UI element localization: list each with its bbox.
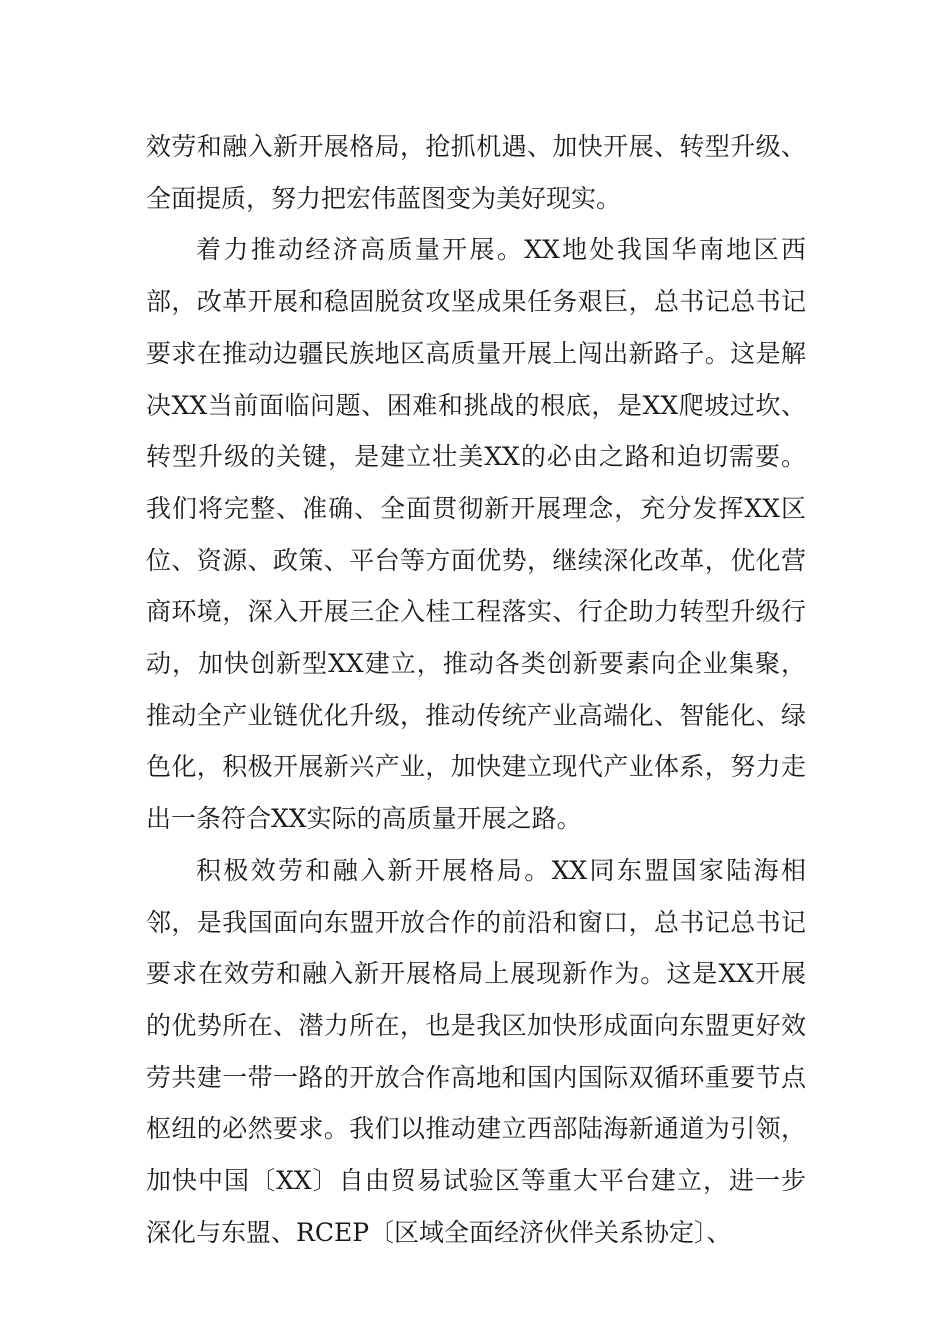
- document-body: [146, 121, 806, 1258]
- paragraph-continuation: 效劳和融入新开展格局，抢抓机遇、加快开展、转型升级、全面提质，努力把宏伟蓝图变为美好现实。: [146, 132, 806, 213]
- paragraph-new-development-pattern: 积极效劳和融入新开展格局。XX同东盟国家陆海相邻，是我国面向东盟开放合作的前沿和窗口，总书记总书记要求在效劳和融入新开展格局上展现新作为。这是XX开展的优势所在、潜力所在，也是我区加快形成面向东盟更好效劳共建一带一路的开放合作高地和国内国际双循环重要节点枢纽的必然要求。我们以推动建立西部陆海新通道为引领，加快中国〔XX〕自由贸易试验区等重大平台建立，进一步深化与东盟、RCEP〔区域全面经济伙伴关系协定〕、: [146, 855, 806, 1247]
- paragraph-economic-development: 着力推动经济高质量开展。XX地处我国华南地区西部，改革开展和稳固脱贫攻坚成果任务艰巨，总书记总书记要求在推动边疆民族地区高质量开展上闯出新路子。这是解决XX当前面临问题、困难和挑战的根底，是XX爬坡过坎、转型升级的关键，是建立壮美XX的必由之路和迫切需要。我们将完整、准确、全面贯彻新开展理念，充分发挥XX区位、资源、政策、平台等方面优势，继续深化改革，优化营商环境，深入开展三企入桂工程落实、行企助力转型升级行动，加快创新型XX建立，推动各类创新要素向企业集聚，推动全产业链优化升级，推动传统产业高端化、智能化、绿色化，积极开展新兴产业，加快建立现代产业体系，努力走出一条符合XX实际的高质量开展之路。: [146, 235, 806, 834]
